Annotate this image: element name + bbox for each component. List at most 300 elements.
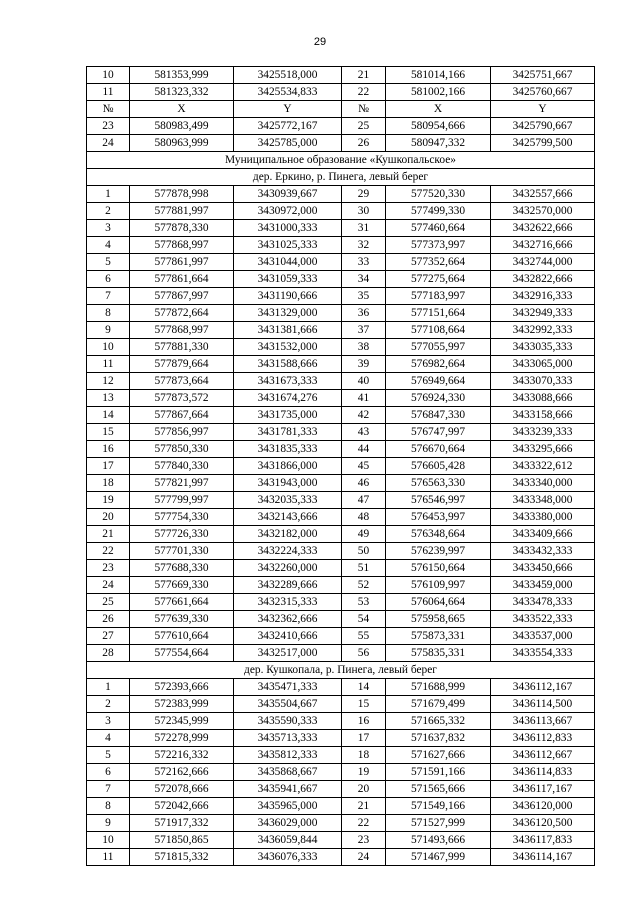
x-left-cell: 577881,330 [130,339,234,356]
y-left-cell: 3435713,333 [234,730,342,747]
y-left-cell: 3431000,333 [234,220,342,237]
y-right-cell: 3433432,333 [491,543,595,560]
x-left-cell: 572078,666 [130,781,234,798]
x-left-cell: 580963,999 [130,135,234,152]
y-right-cell: 3433295,666 [491,441,595,458]
x-right-cell: 571627,666 [386,747,491,764]
point-number-right-cell: 15 [342,696,386,713]
table-row [87,424,595,441]
point-number-right-cell: 22 [342,815,386,832]
y-right-cell: 3436117,167 [491,781,595,798]
point-number-right-cell: 29 [342,186,386,203]
y-left-cell: 3430939,667 [234,186,342,203]
x-right-cell: 571565,666 [386,781,491,798]
point-number-right-cell: 25 [342,118,386,135]
point-number-right-cell: 16 [342,713,386,730]
table-row [87,679,595,696]
column-header-x-left: X [130,101,234,118]
x-left-cell: 572042,666 [130,798,234,815]
y-right-cell: 3433348,000 [491,492,595,509]
point-number-left-cell: 23 [87,560,130,577]
table-row [87,390,595,407]
coordinates-table [86,66,595,866]
x-right-cell: 576670,664 [386,441,491,458]
point-number-left-cell: 12 [87,373,130,390]
point-number-left-cell: 1 [87,186,130,203]
table-row [87,713,595,730]
y-left-cell: 3431329,000 [234,305,342,322]
x-right-cell: 575835,331 [386,645,491,662]
y-right-cell: 3432949,333 [491,305,595,322]
point-number-right-cell: 46 [342,475,386,492]
y-left-cell: 3435941,667 [234,781,342,798]
point-number-right-cell: 52 [342,577,386,594]
x-left-cell: 577669,330 [130,577,234,594]
y-right-cell: 3433409,666 [491,526,595,543]
y-left-cell: 3435471,333 [234,679,342,696]
y-right-cell: 3436112,667 [491,747,595,764]
point-number-left-cell: 14 [87,407,130,424]
column-header-y-right: Y [491,101,595,118]
section-title: дер. Еркино, р. Пинега, левый берег [87,169,595,186]
table-row [87,84,595,101]
y-left-cell: 3431532,000 [234,339,342,356]
x-left-cell: 577554,664 [130,645,234,662]
y-right-cell: 3433522,333 [491,611,595,628]
x-right-cell: 580947,332 [386,135,491,152]
point-number-right-cell: 23 [342,832,386,849]
point-number-left-cell: 1 [87,679,130,696]
point-number-right-cell: 42 [342,407,386,424]
column-header-point-number-right: № [342,101,386,118]
point-number-left-cell: 2 [87,203,130,220]
y-left-cell: 3432410,666 [234,628,342,645]
point-number-right-cell: 44 [342,441,386,458]
section-title: Муниципальное образование «Кушкопальское» [87,152,595,169]
x-right-cell: 581014,166 [386,67,491,84]
x-left-cell: 577726,330 [130,526,234,543]
point-number-right-cell: 31 [342,220,386,237]
point-number-right-cell: 43 [342,424,386,441]
point-number-left-cell: 24 [87,135,130,152]
y-right-cell: 3432622,666 [491,220,595,237]
table-row [87,288,595,305]
y-right-cell: 3436120,500 [491,815,595,832]
x-right-cell: 577460,664 [386,220,491,237]
x-right-cell: 577499,330 [386,203,491,220]
x-right-cell: 576747,997 [386,424,491,441]
x-left-cell: 577856,997 [130,424,234,441]
table-row [87,118,595,135]
x-left-cell: 572162,666 [130,764,234,781]
point-number-right-cell: 53 [342,594,386,611]
y-left-cell: 3432182,000 [234,526,342,543]
y-left-cell: 3431866,000 [234,458,342,475]
point-number-left-cell: 10 [87,832,130,849]
y-right-cell: 3433158,666 [491,407,595,424]
y-left-cell: 3432143,666 [234,509,342,526]
section-row [87,152,595,169]
y-right-cell: 3432570,000 [491,203,595,220]
point-number-right-cell: 45 [342,458,386,475]
y-right-cell: 3425790,667 [491,118,595,135]
y-left-cell: 3432362,666 [234,611,342,628]
y-right-cell: 3436120,000 [491,798,595,815]
y-left-cell: 3432260,000 [234,560,342,577]
x-left-cell: 577878,998 [130,186,234,203]
x-right-cell: 576924,330 [386,390,491,407]
coordinates-table-body [87,67,595,866]
x-right-cell: 571688,999 [386,679,491,696]
table-row [87,458,595,475]
x-left-cell: 577878,330 [130,220,234,237]
x-left-cell: 577661,664 [130,594,234,611]
table-row [87,611,595,628]
point-number-left-cell: 3 [87,220,130,237]
y-right-cell: 3436117,833 [491,832,595,849]
table-row [87,747,595,764]
y-right-cell: 3432916,333 [491,288,595,305]
x-left-cell: 577861,997 [130,254,234,271]
y-left-cell: 3425534,833 [234,84,342,101]
point-number-right-cell: 21 [342,67,386,84]
y-right-cell: 3436113,667 [491,713,595,730]
point-number-right-cell: 36 [342,305,386,322]
point-number-left-cell: 18 [87,475,130,492]
y-left-cell: 3432517,000 [234,645,342,662]
point-number-right-cell: 47 [342,492,386,509]
table-row [87,339,595,356]
point-number-right-cell: 55 [342,628,386,645]
table-row [87,254,595,271]
x-right-cell: 577275,664 [386,271,491,288]
x-right-cell: 580954,666 [386,118,491,135]
point-number-left-cell: 22 [87,543,130,560]
point-number-right-cell: 48 [342,509,386,526]
point-number-right-cell: 32 [342,237,386,254]
y-right-cell: 3433459,000 [491,577,595,594]
column-header-point-number-left: № [87,101,130,118]
y-left-cell: 3432315,333 [234,594,342,611]
x-right-cell: 575958,665 [386,611,491,628]
y-left-cell: 3435965,000 [234,798,342,815]
point-number-right-cell: 39 [342,356,386,373]
y-right-cell: 3425751,667 [491,67,595,84]
x-right-cell: 577352,664 [386,254,491,271]
table-row [87,407,595,424]
point-number-right-cell: 22 [342,84,386,101]
table-row [87,492,595,509]
x-right-cell: 577183,997 [386,288,491,305]
y-left-cell: 3432289,666 [234,577,342,594]
y-left-cell: 3425785,000 [234,135,342,152]
point-number-left-cell: 7 [87,781,130,798]
y-right-cell: 3436114,167 [491,849,595,866]
table-row [87,730,595,747]
point-number-left-cell: 15 [87,424,130,441]
x-right-cell: 576064,664 [386,594,491,611]
point-number-right-cell: 14 [342,679,386,696]
point-number-left-cell: 11 [87,84,130,101]
table-row [87,849,595,866]
point-number-left-cell: 10 [87,67,130,84]
x-left-cell: 577879,664 [130,356,234,373]
point-number-left-cell: 4 [87,730,130,747]
point-number-right-cell: 33 [342,254,386,271]
x-right-cell: 576949,664 [386,373,491,390]
y-left-cell: 3432224,333 [234,543,342,560]
x-right-cell: 577108,664 [386,322,491,339]
y-right-cell: 3433340,000 [491,475,595,492]
x-left-cell: 577639,330 [130,611,234,628]
table-row [87,373,595,390]
point-number-right-cell: 41 [342,390,386,407]
x-right-cell: 571591,166 [386,764,491,781]
point-number-right-cell: 19 [342,764,386,781]
y-right-cell: 3433065,000 [491,356,595,373]
table-row [87,628,595,645]
y-left-cell: 3431025,333 [234,237,342,254]
x-right-cell: 577373,997 [386,237,491,254]
point-number-left-cell: 3 [87,713,130,730]
point-number-right-cell: 54 [342,611,386,628]
y-left-cell: 3431943,000 [234,475,342,492]
point-number-right-cell: 35 [342,288,386,305]
point-number-left-cell: 21 [87,526,130,543]
y-left-cell: 3431735,000 [234,407,342,424]
point-number-right-cell: 38 [342,339,386,356]
y-right-cell: 3436114,833 [491,764,595,781]
x-right-cell: 571493,666 [386,832,491,849]
y-right-cell: 3432822,666 [491,271,595,288]
table-row [87,594,595,611]
x-left-cell: 581353,999 [130,67,234,84]
table-row [87,67,595,84]
x-right-cell: 577151,664 [386,305,491,322]
y-right-cell: 3433554,333 [491,645,595,662]
y-right-cell: 3432744,000 [491,254,595,271]
y-left-cell: 3431781,333 [234,424,342,441]
y-right-cell: 3433088,666 [491,390,595,407]
x-right-cell: 571467,999 [386,849,491,866]
x-left-cell: 580983,499 [130,118,234,135]
x-left-cell: 577610,664 [130,628,234,645]
table-row [87,560,595,577]
table-row [87,305,595,322]
y-left-cell: 3431674,276 [234,390,342,407]
point-number-left-cell: 5 [87,747,130,764]
point-number-right-cell: 18 [342,747,386,764]
y-left-cell: 3436076,333 [234,849,342,866]
x-left-cell: 577868,997 [130,322,234,339]
y-right-cell: 3436112,167 [491,679,595,696]
point-number-left-cell: 6 [87,764,130,781]
point-number-right-cell: 49 [342,526,386,543]
point-number-right-cell: 17 [342,730,386,747]
x-left-cell: 577873,572 [130,390,234,407]
point-number-left-cell: 17 [87,458,130,475]
point-number-right-cell: 56 [342,645,386,662]
table-row [87,237,595,254]
y-left-cell: 3430972,000 [234,203,342,220]
point-number-left-cell: 6 [87,271,130,288]
x-left-cell: 577799,997 [130,492,234,509]
y-right-cell: 3436114,500 [491,696,595,713]
x-left-cell: 577688,330 [130,560,234,577]
point-number-left-cell: 8 [87,798,130,815]
column-header-y-left: Y [234,101,342,118]
y-left-cell: 3431044,000 [234,254,342,271]
y-right-cell: 3433450,666 [491,560,595,577]
point-number-left-cell: 9 [87,815,130,832]
table-row [87,271,595,288]
point-number-left-cell: 13 [87,390,130,407]
point-number-right-cell: 34 [342,271,386,288]
x-left-cell: 581323,332 [130,84,234,101]
x-left-cell: 577840,330 [130,458,234,475]
y-left-cell: 3432035,333 [234,492,342,509]
table-row [87,798,595,815]
x-right-cell: 576847,330 [386,407,491,424]
point-number-left-cell: 2 [87,696,130,713]
x-right-cell: 576348,664 [386,526,491,543]
point-number-right-cell: 37 [342,322,386,339]
point-number-left-cell: 4 [87,237,130,254]
table-row [87,526,595,543]
y-left-cell: 3435590,333 [234,713,342,730]
section-row [87,662,595,679]
point-number-left-cell: 25 [87,594,130,611]
x-left-cell: 577872,664 [130,305,234,322]
point-number-left-cell: 28 [87,645,130,662]
x-left-cell: 577821,997 [130,475,234,492]
point-number-left-cell: 5 [87,254,130,271]
table-row [87,645,595,662]
x-left-cell: 577701,330 [130,543,234,560]
x-right-cell: 577520,330 [386,186,491,203]
y-left-cell: 3431059,333 [234,271,342,288]
y-left-cell: 3425518,000 [234,67,342,84]
point-number-right-cell: 30 [342,203,386,220]
x-right-cell: 576239,997 [386,543,491,560]
y-left-cell: 3431190,666 [234,288,342,305]
y-right-cell: 3433478,333 [491,594,595,611]
point-number-left-cell: 20 [87,509,130,526]
x-right-cell: 575873,331 [386,628,491,645]
y-left-cell: 3436059,844 [234,832,342,849]
x-right-cell: 571527,999 [386,815,491,832]
y-right-cell: 3433035,333 [491,339,595,356]
table-row [87,135,595,152]
table-row [87,220,595,237]
y-left-cell: 3431835,333 [234,441,342,458]
y-right-cell: 3433322,612 [491,458,595,475]
table-row [87,781,595,798]
y-right-cell: 3436112,833 [491,730,595,747]
y-right-cell: 3433239,333 [491,424,595,441]
point-number-left-cell: 26 [87,611,130,628]
point-number-left-cell: 16 [87,441,130,458]
x-left-cell: 577867,664 [130,407,234,424]
point-number-right-cell: 50 [342,543,386,560]
y-right-cell: 3425799,500 [491,135,595,152]
point-number-right-cell: 26 [342,135,386,152]
point-number-right-cell: 40 [342,373,386,390]
y-right-cell: 3433380,000 [491,509,595,526]
y-left-cell: 3435868,667 [234,764,342,781]
x-left-cell: 577868,997 [130,237,234,254]
x-left-cell: 572345,999 [130,713,234,730]
table-row [87,475,595,492]
point-number-left-cell: 11 [87,356,130,373]
x-left-cell: 572278,999 [130,730,234,747]
y-left-cell: 3431588,666 [234,356,342,373]
x-left-cell: 577881,997 [130,203,234,220]
x-right-cell: 571549,166 [386,798,491,815]
x-left-cell: 571917,332 [130,815,234,832]
x-left-cell: 577850,330 [130,441,234,458]
point-number-left-cell: 19 [87,492,130,509]
section-title: дер. Кушкопала, р. Пинега, левый берег [87,662,595,679]
table-row [87,832,595,849]
point-number-right-cell: 24 [342,849,386,866]
x-right-cell: 576546,997 [386,492,491,509]
point-number-left-cell: 9 [87,322,130,339]
x-right-cell: 571679,499 [386,696,491,713]
y-left-cell: 3431381,666 [234,322,342,339]
point-number-right-cell: 51 [342,560,386,577]
y-right-cell: 3432992,333 [491,322,595,339]
y-left-cell: 3425772,167 [234,118,342,135]
y-right-cell: 3433070,333 [491,373,595,390]
y-right-cell: 3432557,666 [491,186,595,203]
x-left-cell: 577861,664 [130,271,234,288]
table-row [87,356,595,373]
x-left-cell: 577754,330 [130,509,234,526]
y-left-cell: 3435504,667 [234,696,342,713]
y-right-cell: 3433537,000 [491,628,595,645]
x-right-cell: 576150,664 [386,560,491,577]
point-number-left-cell: 10 [87,339,130,356]
table-row [87,696,595,713]
x-left-cell: 577873,664 [130,373,234,390]
x-left-cell: 572216,332 [130,747,234,764]
x-right-cell: 577055,997 [386,339,491,356]
x-right-cell: 576109,997 [386,577,491,594]
point-number-left-cell: 23 [87,118,130,135]
y-left-cell: 3436029,000 [234,815,342,832]
table-row [87,203,595,220]
x-left-cell: 577867,997 [130,288,234,305]
point-number-right-cell: 20 [342,781,386,798]
table-row [87,764,595,781]
column-header-x-right: X [386,101,491,118]
page-number: 29 [313,36,327,48]
x-right-cell: 571665,332 [386,713,491,730]
table-row [87,577,595,594]
y-right-cell: 3425760,667 [491,84,595,101]
point-number-left-cell: 8 [87,305,130,322]
point-number-left-cell: 7 [87,288,130,305]
point-number-right-cell: 21 [342,798,386,815]
x-right-cell: 576453,997 [386,509,491,526]
table-row [87,509,595,526]
x-right-cell: 576982,664 [386,356,491,373]
x-right-cell: 576563,330 [386,475,491,492]
x-right-cell: 571637,832 [386,730,491,747]
point-number-left-cell: 24 [87,577,130,594]
y-right-cell: 3432716,666 [491,237,595,254]
